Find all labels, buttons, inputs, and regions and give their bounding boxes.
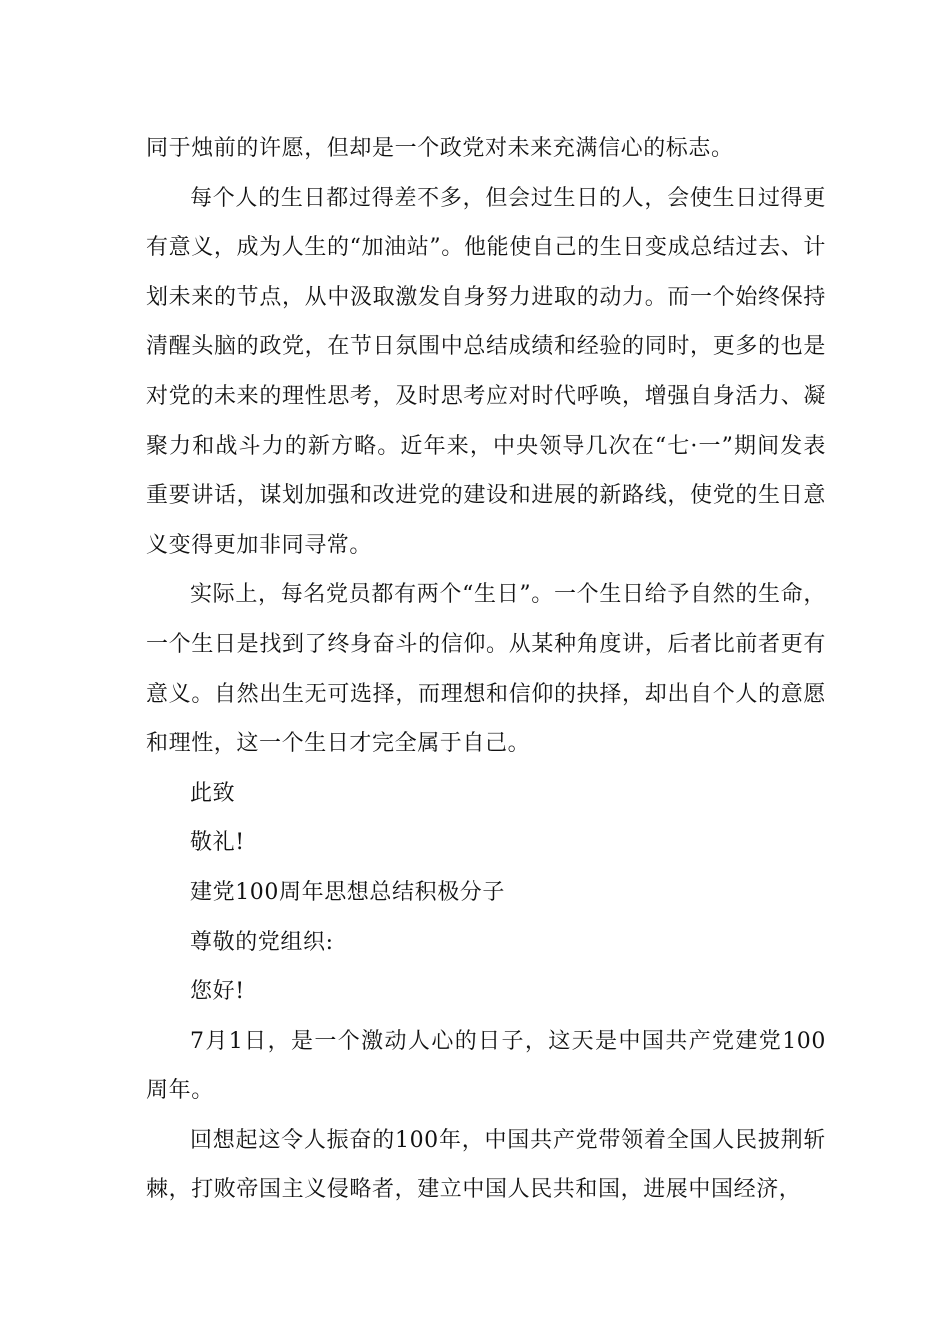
paragraph-birthday-meaning: 每个人的生日都过得差不多，但会过生日的人，会使生日过得更有意义，成为人生的“加油站”。他能使自己的生日变成总结过去、计划未来的节点，从中汲取激发自身努力进取的动力。而一个始终保持清醒头脑的政党，在节日氛围中总结成绩和经验的同时，更多的也是对党的未来的理性思考，及时思考应对时代呼唤，增强自身活力、凝聚力和战斗力的新方略。近年来，中央领导几次在“七·一”期间发表重要讲话，谋划加强和改进党的建设和进展的新路线，使党的生日意义变得更加非同寻常。	[146, 185, 826, 558]
closing-salutation: 此致	[190, 780, 236, 806]
paragraph-july-first: 7月1日，是一个激动人心的日子，这天是中国共产党建党100周年。	[146, 1028, 826, 1104]
paragraph-recall-100-years: 回想起这令人振奋的100年，中国共产党带领着全国人民披荆斩棘，打败帝国主义侵略者，建立中国人民共和国，进展中国经济，	[146, 1127, 826, 1203]
paragraph-continuation: 同于烛前的许愿，但却是一个政党对未来充满信心的标志。	[146, 136, 734, 161]
paragraph-two-birthdays: 实际上，每名党员都有两个“生日”。一个生日给予自然的生命，一个生日是找到了终身奋斗的信仰。从某种角度讲，后者比前者更有意义。自然出生无可选择，而理想和信仰的抉择，却出自个人的意愿和理性，这一个生日才完全属于自己。	[146, 582, 826, 757]
section-title: 建党100周年思想总结积极分子	[190, 879, 505, 905]
document-body	[146, 124, 826, 1215]
greeting-hello: 您好!	[190, 979, 245, 1005]
greeting-addressee: 尊敬的党组织:	[190, 929, 334, 955]
closing-respect: 敬礼!	[190, 830, 245, 856]
